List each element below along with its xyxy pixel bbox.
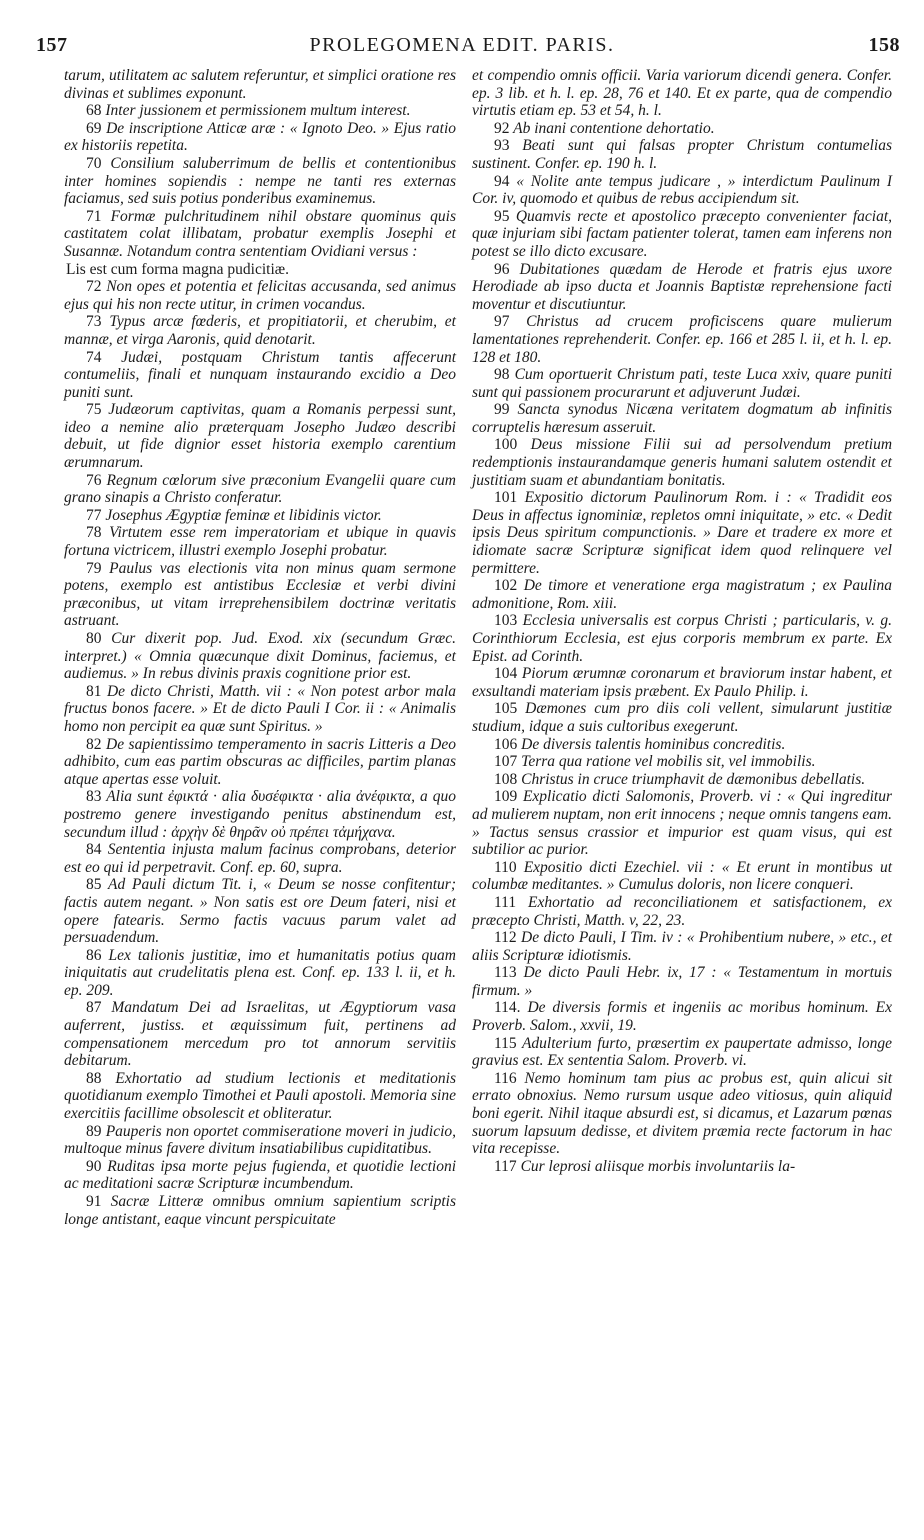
entry-number: 113 xyxy=(494,964,517,982)
entry-text: Expositio dicti Ezechiel. vii : « Et erunt in montibus ut columbæ meditantes. » Cumulus doloris, non licere conqueri. xyxy=(472,858,892,894)
entry xyxy=(64,683,456,736)
entry xyxy=(472,261,892,314)
entry-text: Explicatio dicti Salomonis, Proverb. vi : « Qui ingreditur ad mulierem nuptam, non erit innocens ; neque omnis tangens eam. » Tactus sensus crassior et impurior est quam visus, qui est subtilior ac purior. xyxy=(472,788,892,859)
entry-text: Christus in cruce triumphavit de dæmonibus debellatis. xyxy=(521,770,866,788)
entry xyxy=(472,1070,892,1158)
entry xyxy=(472,771,892,789)
entry-text: Sancta synodus Nicæna veritatem dogmatum ab infinitis corruptelis hæresum asseruit. xyxy=(472,401,893,436)
entry-text: Ad Pauli dictum Tit. i, « Deum se nosse confitentur; factis autem negant. » Non satis est ore Deum fateri, nisi et opere fatearis. Sermo factis vacuus parum valet ad persuadendum. xyxy=(64,876,456,947)
entry-number: 88 xyxy=(86,1069,102,1087)
entry xyxy=(472,612,892,665)
entry xyxy=(64,1070,456,1123)
entry xyxy=(472,137,892,172)
entry-continuation xyxy=(64,67,456,102)
entry-number: 101 xyxy=(494,489,518,507)
entry-number: 105 xyxy=(494,700,518,718)
entry xyxy=(64,120,456,155)
entry-text: Nemo hominum tam pius ac probus est, quin alicui sit errato obnoxius. Nemo rursum usque adeo vitiosus, quin aliquid boni egerit. Nihil itaque absurdi est, si dicamus, et Lazarum pœnas suorum lapsuum dedisse, et divitem præmia recte factorum in hac vita recepisse. xyxy=(472,1069,893,1158)
entry-number: 73 xyxy=(86,313,102,331)
entry-text: Virtutem esse rem imperatoriam et ubique in quavis fortuna victricem, illustri exemplo Josephi probatur. xyxy=(64,524,457,560)
entry-text: Judæorum captivitas, quam a Romanis perpessi sunt, ideo a nemine alio præterquam Josepho Judæo describi debuit, ut fide dignior esset historia exemplo carentium ærumnarum. xyxy=(64,401,457,472)
entry-text: Dæmones cum pro diis coli vellent, simularunt justitiæ studium, idque a suis cultoribus exegerunt. xyxy=(472,700,892,735)
entry-text: Terra qua ratione vel mobilis sit, vel immobilis. xyxy=(521,753,816,771)
entry-number: 89 xyxy=(86,1122,102,1140)
entry xyxy=(472,401,892,436)
entry xyxy=(472,788,892,858)
entry-number: 95 xyxy=(494,207,510,225)
entry-text: Ruditas ipsa morte pejus fugienda, et quotidie lectioni ac meditationi sacræ Scripturæ incumbendum. xyxy=(64,1157,457,1193)
page-number-left: 157 xyxy=(36,34,68,56)
entry-number: 109 xyxy=(494,788,518,806)
entry xyxy=(64,788,456,841)
entry xyxy=(472,208,892,261)
entry-text: tarum, utilitatem ac salutem referuntur, et simplici oratione res divinas et sublimes exponunt. xyxy=(64,67,456,102)
entry-number: 76 xyxy=(86,471,102,489)
entry-text: De diversis formis et ingeniis ac moribus hominum. Ex Proverb. Salom., xxvii, 19. xyxy=(472,999,893,1035)
entry xyxy=(472,366,892,401)
entry-text: De sapientissimo temperamento in sacris Litteris a Deo adhibito, cum eas partim obscuras ac difficiles, partim planas atque apertas esse voluit. xyxy=(64,735,457,788)
entry-text: De timore et veneratione erga magistratum ; ex Paulina admonitione, Rom. xiii. xyxy=(472,577,892,612)
entry xyxy=(64,999,456,1069)
entry-number: 82 xyxy=(86,735,102,753)
entry-text: De inscriptione Atticæ aræ : « Ignoto Deo. » Ejus ratio ex historiis repetita. xyxy=(64,119,457,155)
entry-number: 96 xyxy=(494,260,510,278)
entry-text: Beati sunt qui falsas propter Christum contumelias sustinent. Confer. ep. 190 h. l. xyxy=(472,137,892,172)
entry xyxy=(64,349,456,402)
entry xyxy=(472,1035,892,1070)
entry-text: Formæ pulchritudinem nihil obstare quominus quis castitatem colat illibatam, probatur exemplis Josephi et Susannæ. Notandum contra sententiam Ovidiani versus : xyxy=(64,207,456,260)
entry-text: De dicto Pauli Hebr. ix, 17 : « Testamentum in mortuis firmum. » xyxy=(472,964,893,999)
entry-text: Consilium saluberrimum de bellis et contentionibus inter homines sopiendis : nempe ne tanti res externas faciamus, sed suis potius ponderibus examinemus. xyxy=(64,154,457,208)
entry xyxy=(472,859,892,894)
entry-number: 93 xyxy=(494,137,510,155)
entry-text: et compendio omnis officii. Varia variorum dicendi genera. Confer. ep. 3 lib. et h. l. ep. 28, 76 et 140. Et ex parte, qua de compendio virtutis etiam ep. 53 et 54, h. l. xyxy=(472,67,892,120)
page-number-right: 158 xyxy=(868,34,900,56)
entry-number: 94 xyxy=(494,172,510,190)
entry-number: 70 xyxy=(86,154,102,172)
entry-number: 100 xyxy=(494,436,518,454)
entry-text: Piorum ærumnæ coronarum et braviorum instar habent, et exsultandi materiam ipsis præbent. Ex Paulo Philip. i. xyxy=(472,665,892,700)
entry-text: De diversis talentis hominibus concreditis. xyxy=(521,735,786,753)
entry-text: Regnum cœlorum sive præconium Evangelii quare cum grano sinapis a Christo conferatur. xyxy=(64,471,457,507)
entry xyxy=(64,1193,456,1228)
entry-number: 85 xyxy=(86,876,102,894)
entry-text: Alia sunt ἐφικτά · alia δυσέφικτα · alia ἀνέφικτα, a quo postremo genere investigando penitus abstinendum est, secundum illud : ἀρχὴν δὲ θηρᾶν οὐ πρέπει τἀμήχανα. xyxy=(64,788,456,841)
entry-number: 90 xyxy=(86,1157,102,1175)
entry xyxy=(472,120,892,138)
entry xyxy=(64,560,456,630)
entry-text: Quamvis recte et apostolico præcepto convenienter faciat, quæ injuriam sibi factam patienter tolerat, tamen eam inferens non potest se illo dicto excusare. xyxy=(472,207,893,260)
entry-text: Adulterium furto, præsertim ex paupertate admisso, longe gravius est. Ex sententia Salom. Proverb. vi. xyxy=(472,1034,892,1070)
left-column xyxy=(64,67,456,1228)
entry-number: 116 xyxy=(494,1069,517,1087)
entry-text: Cur leprosi aliisque morbis involuntariis la- xyxy=(520,1157,796,1175)
entry-text: Mandatum Dei ad Israelitas, ut Ægyptiorum vasa auferrent, justiss. et æquissimum fuit, pertinens ad compensationem mercedum pro tot annorum servitiis debitarum. xyxy=(64,999,456,1070)
entry-text: Pauperis non oportet commiseratione moveri in judicio, multoque minus favere divitum insatiabilibus cupiditatibus. xyxy=(64,1122,457,1158)
entry xyxy=(64,102,456,120)
entry xyxy=(472,894,892,929)
entry-number: 97 xyxy=(494,313,510,331)
entry-number: 87 xyxy=(86,999,102,1017)
entry xyxy=(472,577,892,612)
entry-number: 78 xyxy=(86,524,102,542)
entry-number: 72 xyxy=(86,278,102,296)
entry-number: 99 xyxy=(494,401,510,419)
entry-text: Paulus vas electionis vita non minus quam sermone potens, exemplo est antistibus Ecclesiæ et verbi divini præconibus, ut vitam irreprehensibilem doctrinæ veritatis astruant. xyxy=(64,559,457,630)
entry xyxy=(472,173,892,208)
entry xyxy=(472,999,892,1034)
entry xyxy=(472,436,892,489)
entry-text: Dubitationes quædam de Herode et fratris ejus uxore Herodiade ab ipso ducta et Joannis Baptistæ reprehensione facti moventur et discutiuntur. xyxy=(472,260,892,313)
entry-text: Exhortatio ad reconciliationem et satisfactionem, ex præcepto Christi, Matth. v, 22, 23. xyxy=(472,893,893,929)
entry-text: Ecclesia universalis est corpus Christi ; particularis, v. g. Corinthiorum Ecclesia, est ejus corporis membrum ex parte. Ex Epist. ad Corinth. xyxy=(472,612,893,665)
entry xyxy=(64,155,456,208)
running-title: PROLEGOMENA EDIT. PARIS. xyxy=(309,34,615,56)
entry xyxy=(64,841,456,876)
entry xyxy=(64,472,456,507)
entry xyxy=(64,507,456,525)
entry-number: 77 xyxy=(86,506,102,524)
entry-text: Ab inani contentione dehortatio. xyxy=(513,119,715,137)
entry-text: Josephus Ægyptiæ feminæ et libidinis victor. xyxy=(105,506,382,524)
entry-text: Cur dixerit pop. Jud. Exod. xix (secundum Græc. interpret.) « Omnia quæcunque dixit Dominus, faciemus, et audiemus. » In rebus divinis praxis cognitione prior est. xyxy=(64,630,457,683)
entry xyxy=(64,947,456,1000)
entry-number: 110 xyxy=(494,858,517,876)
entry-text: Sacræ Litteræ omnibus omnium sapientium scriptis longe antistant, eaque vincunt perspicuitate xyxy=(64,1193,457,1228)
entry-number: 71 xyxy=(86,207,102,225)
entry-text: Inter jussionem et permissionem multum interest. xyxy=(105,102,411,120)
entry xyxy=(472,313,892,366)
entry-number: 103 xyxy=(494,612,518,630)
entry-number: 91 xyxy=(86,1193,102,1210)
entry-number: 102 xyxy=(494,577,518,595)
entry-number: 117 xyxy=(494,1157,517,1175)
entry xyxy=(64,736,456,789)
entry-number: 112 xyxy=(494,929,517,947)
entry xyxy=(472,665,892,700)
entry xyxy=(64,1123,456,1158)
entry xyxy=(64,313,456,348)
entry-text: Judæi, postquam Christum tantis affecerunt contumeliis, finali et nunquam instaurando excidio a Deo puniti sunt. xyxy=(64,348,457,401)
entry-text: De dicto Pauli, I Tim. iv : « Prohibentium nubere, » etc., et aliis Scripturæ idiotismis. xyxy=(472,929,892,964)
entry-number: 84 xyxy=(86,841,102,859)
entry-text: Cum oportuerit Christum pati, teste Luca xxiv, quare puniti sunt qui passionem procurarunt et adjuverunt Judæi. xyxy=(472,366,893,401)
entry-number: 92 xyxy=(494,119,510,137)
entry xyxy=(472,964,892,999)
entry-number: 114. xyxy=(494,999,521,1017)
entry-text: « Nolite ante tempus judicare , » interdictum Paulinum I Cor. iv, quomodo et quibus de rebus accipiendum sit. xyxy=(472,172,893,208)
right-column xyxy=(472,67,892,1175)
entry xyxy=(64,630,456,683)
entry xyxy=(472,736,892,754)
entry xyxy=(64,524,456,559)
entry-text: Lex talionis justitiæ, imo et humanitatis potius quam iniquitatis aut crudelitatis plena est. Conf. ep. 133 l. ii, et h. ep. 209. xyxy=(64,946,457,999)
entry-number: 75 xyxy=(86,401,102,419)
entry xyxy=(64,278,456,313)
entry-number: 111 xyxy=(494,893,517,911)
entry xyxy=(64,876,456,946)
entry-number: 83 xyxy=(86,788,102,806)
entry-number: 106 xyxy=(494,735,518,753)
entry-number: 104 xyxy=(494,665,518,683)
entry-text: Exhortatio ad studium lectionis et meditationis quotidianum exemplo Timothei et Pauli apostoli. Memoria sine exercitiis facillime obsolescit et obliteratur. xyxy=(64,1069,457,1123)
entry-number: 98 xyxy=(494,366,510,384)
entry-number: 80 xyxy=(86,630,102,647)
entry-text: Sententia injusta malum facinus comprobans, deterior est eo qui id perpetravit. Conf. ep. 60, supra. xyxy=(64,841,456,876)
verse-quote: Lis est cum forma magna pudicitiæ. xyxy=(66,260,289,278)
entry xyxy=(64,1158,456,1193)
entry-number: 86 xyxy=(86,946,102,964)
entry xyxy=(472,753,892,771)
entry-number: 79 xyxy=(86,559,102,577)
entry xyxy=(64,401,456,471)
entry-number: 115 xyxy=(494,1034,517,1052)
entry xyxy=(472,929,892,964)
entry xyxy=(472,489,892,577)
entry-number: 69 xyxy=(86,119,102,137)
entry-text: Expositio dictorum Paulinorum Rom. i : « Tradidit eos Deus in affectus ignominiæ, repletos omni iniquitate, » etc. « Dedit ipsis Deus spiritum compunctionis. » Dare et tradere ex more et idiomate sacræ Scripturæ significat idem quod relinquere vel permittere. xyxy=(472,489,892,577)
entry-number: 74 xyxy=(86,348,102,366)
entry xyxy=(64,208,456,261)
entry-continuation xyxy=(472,67,892,120)
entry-number: 81 xyxy=(86,682,102,700)
entry-number: 107 xyxy=(494,753,518,771)
entry-text: Deus missione Filii sui ad persolvendum pretium redemptionis instaurandamque generis humani salutem ostendit et justitiam suam et abundantiam bonitatis. xyxy=(472,436,893,489)
entry-text: Non opes et potentia et felicitas accusanda, sed animus ejus qui his non recte utitur, in crimen vocandus. xyxy=(64,278,457,313)
entry-text: De dicto Christi, Matth. vii : « Non potest arbor mala fructus bonos facere. » Et de dicto Pauli I Cor. ii : « Animalis homo non percipit ea quæ sunt Spiritus. » xyxy=(64,682,457,735)
entry xyxy=(472,700,892,735)
entry xyxy=(472,1158,892,1176)
entry-text: Typus arcæ fœderis, et propitiatorii, et cherubim, et mannæ, et virga Aaronis, quid denotarit. xyxy=(64,313,456,348)
entry-number: 68 xyxy=(86,102,102,120)
entry-text: Christus ad crucem proficiscens quare mulierum lamentationes reprehenderit. Confer. ep. 166 et 285 l. ii, et h. l. ep. 128 et 180. xyxy=(472,313,892,366)
entry-number: 108 xyxy=(494,770,518,788)
